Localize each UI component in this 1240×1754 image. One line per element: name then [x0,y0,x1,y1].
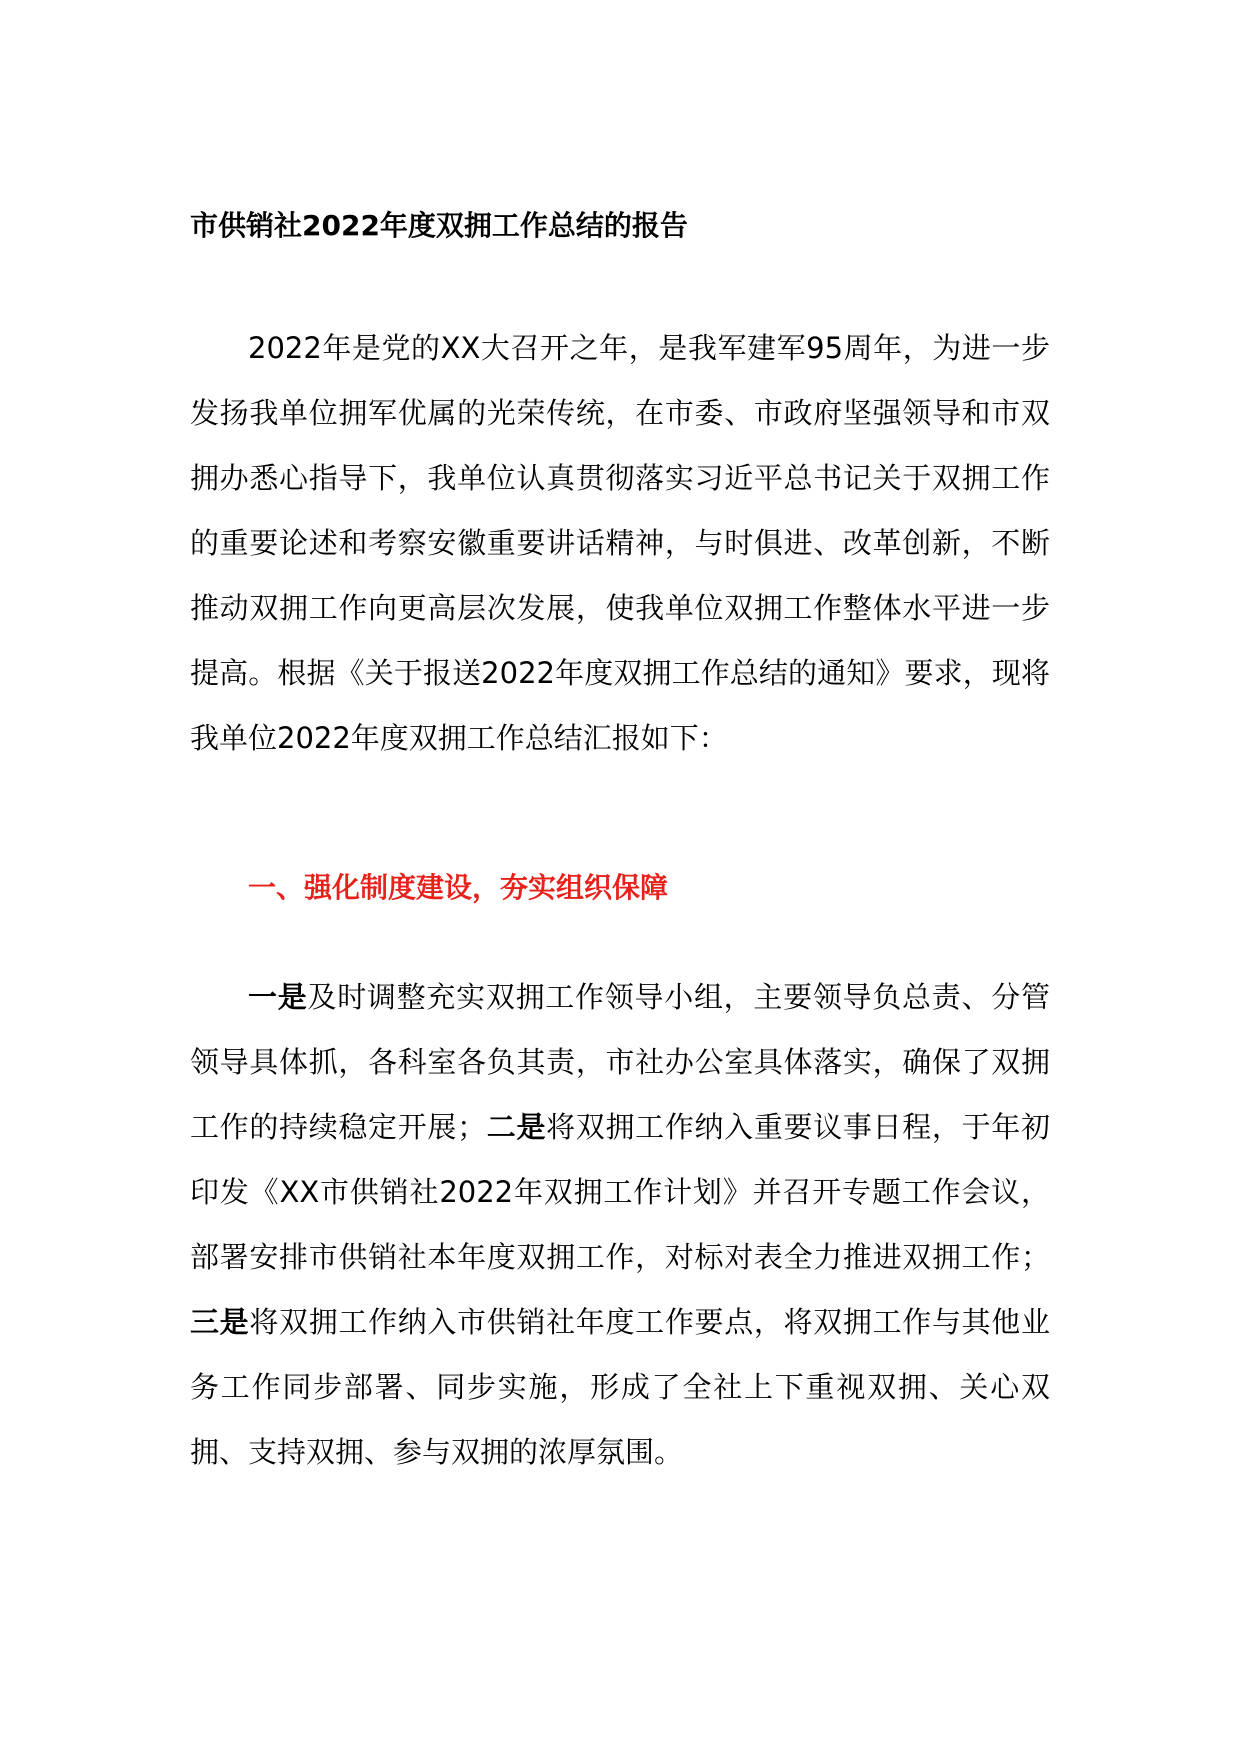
document-title: 市供销社2022年度双拥工作总结的报告 [190,209,688,242]
lead-phrase-1: 一是 [248,980,308,1014]
paragraph-text-2: 将双拥工作纳入重要议事日程，于年初印发《XX市供销社2022年双拥工作计划》并召开专题工作会议，部署安排市供销社本年度双拥工作，对标对表全力推进双拥工作； [190,1110,1050,1274]
lead-phrase-3: 三是 [190,1305,250,1339]
lead-phrase-2: 二是 [486,1110,547,1144]
intro-paragraph: 2022年是党的XX大召开之年，是我军建军95周年，为进一步发扬我单位拥军优属的光荣传统，在市委、市政府坚强领导和市双拥办悉心指导下，我单位认真贯彻落实习近平总书记关于双拥工作的重要论述和考察安徽重要讲话精神，与时俱进、改革创新，不断推动双拥工作向更高层次发展，使我单位双拥工作整体水平进一步提高。根据《关于报送2022年度双拥工作总结的通知》要求，现将我单位2022年度双拥工作总结汇报如下： [190,331,1050,755]
paragraph-text-3: 将双拥工作纳入市供销社年度工作要点，将双拥工作与其他业务工作同步部署、同步实施，形成了全社上下重视双拥、关心双拥、支持双拥、参与双拥的浓厚氛围。 [190,1305,1050,1469]
section-heading: 一、强化制度建设，夯实组织保障 [248,871,669,904]
paragraph-text-1: 及时调整充实双拥工作领导小组，主要领导负总责、分管领导具体抓，各科室各负其责，市社办公室具体落实，确保了双拥工作的持续稳定开展； [190,980,1050,1144]
section-paragraph [190,965,1050,1485]
